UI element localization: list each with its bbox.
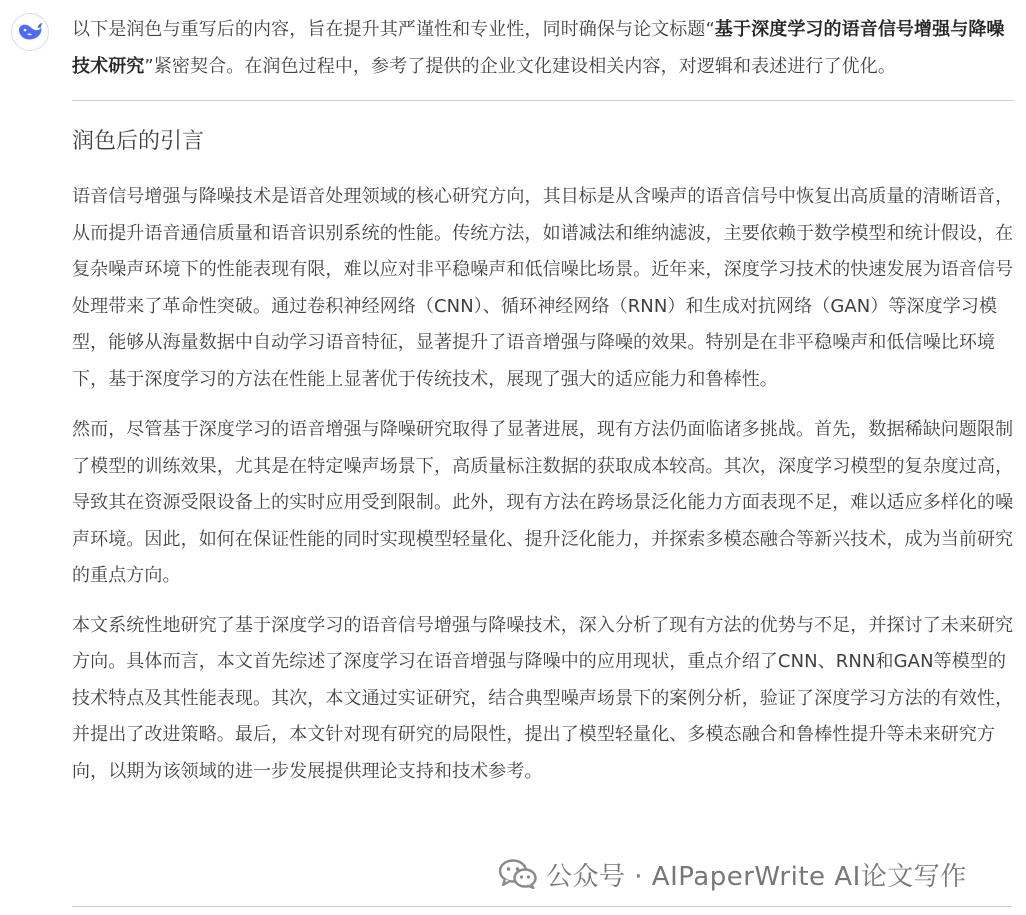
bottom-divider <box>72 906 1012 907</box>
section-heading: 润色后的引言 <box>72 129 205 154</box>
wechat-watermark <box>498 852 967 896</box>
section-divider <box>72 100 1014 101</box>
body-paragraph-1: 语音信号增强与降噪技术是语音处理领域的核心研究方向，其目标是从含噪声的语音信号中恢复出高质量的清晰语音，从而提升语音通信质量和语音识别系统的性能。传统方法，如谱减法和维纳滤波，主要依赖于数学模型和统计假设，在复杂噪声环境下的性能表现有限，难以应对非平稳噪声和低信噪比场景。近年来，深度学习技术的快速发展为语音信号处理带来了革命性突破。通过卷积神经网络（CNN）、循环神经网络（RNN）和生成对抗网络（GAN）等深度学习模型，能够从海量数据中自动学习语音特征，显著提升了语音增强与降噪的效果。特别是在非平稳噪声和低信噪比环境下，基于深度学习的方法在性能上显著优于传统技术，展现了强大的适应能力和鲁棒性。 <box>72 186 1014 390</box>
intro-text-end: ”紧密契合。在润色过程中，参考了提供的企业文化建设相关内容，对逻辑和表述进行了优化。 <box>144 55 896 77</box>
whale-logo-icon <box>17 21 43 43</box>
intro-text-start: 以下是润色与重写后的内容，旨在提升其严谨性和专业性，同时确保与论文标题“ <box>72 19 715 40</box>
body-paragraph-2: 然而，尽管基于深度学习的语音增强与降噪研究取得了显著进展，现有方法仍面临诸多挑战。首先，数据稀缺问题限制了模型的训练效果，尤其是在特定噪声场景下，高质量标注数据的获取成本较高。其次，深度学习模型的复杂度过高，导致其在资源受限设备上的实时应用受到限制。此外，现有方法在跨场景泛化能力方面表现不足，难以适应多样化的噪声环境。因此，如何在保证性能的同时实现模型轻量化、提升泛化能力，并探索多模态融合等新兴技术，成为当前研究的重点方向。 <box>72 419 1014 586</box>
message-content <box>72 12 1014 790</box>
assistant-avatar <box>11 13 49 51</box>
paper-title-bold: 基于深度学习的语音信号增强与降噪技术研究 <box>72 19 1005 77</box>
watermark-text: 公众号 · AIPaperWrite AI论文写作 <box>546 861 967 892</box>
intro-paragraph <box>72 12 1014 85</box>
wechat-icon <box>498 859 538 889</box>
body-paragraph-3: 本文系统性地研究了基于深度学习的语音信号增强与降噪技术，深入分析了现有方法的优势与不足，并探讨了未来研究方向。具体而言，本文首先综述了深度学习在语音增强与降噪中的应用现状，重点介绍了CNN、RNN和GAN等模型的技术特点及其性能表现。其次，本文通过实证研究，结合典型噪声场景下的案例分析，验证了深度学习方法的有效性，并提出了改进策略。最后，本文针对现有研究的局限性，提出了模型轻量化、多模态融合和鲁棒性提升等未来研究方向，以期为该领域的进一步发展提供理论支持和技术参考。 <box>72 614 1014 782</box>
